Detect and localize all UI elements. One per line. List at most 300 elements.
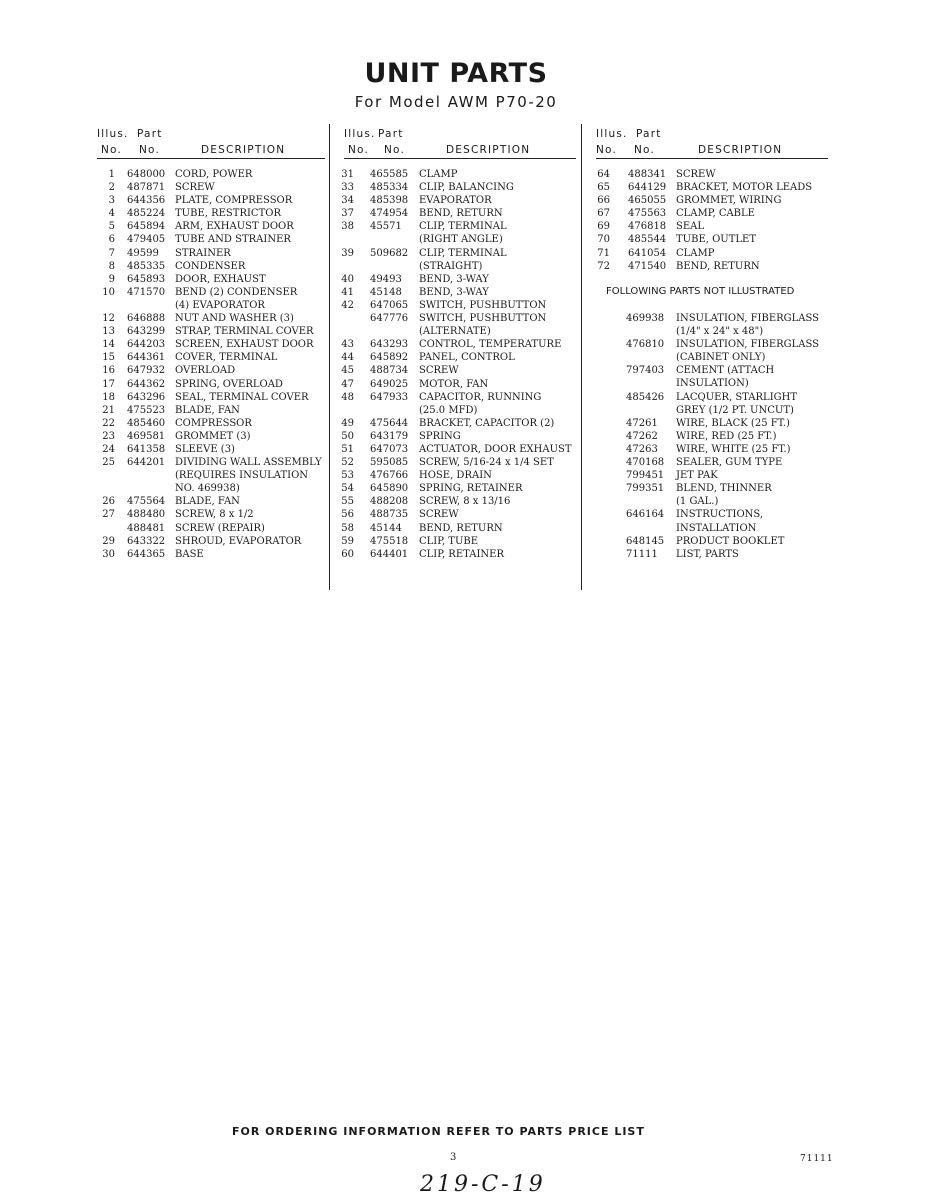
part-description: LIST, PARTS [676,548,739,560]
illus-number: 10 [102,286,115,298]
part-description: LACQUER, STARLIGHT [676,391,798,403]
illus-number: 3 [108,195,115,207]
part-number: 644129 [628,182,667,194]
part-number: 488208 [370,496,409,508]
part-number: 488480 [127,509,166,521]
header-illus: Illus. [344,128,376,140]
illus-number: 60 [341,548,354,560]
illus-number: 40 [341,273,354,285]
part-row [97,469,325,482]
part-number: 643299 [127,326,166,338]
parts-column-2 [341,126,576,561]
part-description: SLEEVE (3) [175,443,235,455]
illus-number: 34 [341,195,354,207]
part-row [344,312,576,325]
part-number: 485398 [370,195,409,207]
part-description: WIRE, BLACK (25 FT.) [676,417,790,429]
part-description: (25.0 MFD) [419,404,478,416]
part-description: ACTUATOR, DOOR EXHAUST [419,443,572,455]
part-row [341,522,576,535]
part-row [341,430,576,443]
illus-number: 41 [341,286,354,298]
part-description: SHROUD, EVAPORATOR [175,535,302,547]
part-row [97,522,325,535]
part-number: 643322 [127,535,166,547]
part-description: INSULATION, FIBERGLASS [676,339,820,351]
part-row [596,430,828,443]
document-code: 71111 [800,1154,834,1164]
illus-number: 39 [341,247,354,259]
part-number: 646888 [127,313,166,325]
part-row [97,247,325,260]
part-description: BLADE, FAN [175,404,240,416]
part-row [341,351,576,364]
part-number: 648145 [626,535,665,547]
part-description: SWITCH, PUSHBUTTON [419,299,547,311]
part-row [97,273,325,286]
header-description: DESCRIPTION [446,144,531,156]
part-row [97,220,325,233]
part-number: 45571 [370,221,402,233]
part-description: SPRING [419,430,461,442]
part-description: SCREW, 8 x 1/2 [175,509,254,521]
illus-number: 47 [341,378,354,390]
illus-number: 7 [108,247,115,259]
part-number: 488341 [628,169,667,180]
header-part: Part [636,128,662,140]
header-illus: Illus. [97,128,129,140]
part-number: 509682 [370,247,409,259]
part-row [341,443,576,456]
illus-number: 5 [108,221,115,233]
part-description: JET PAK [676,470,718,482]
part-row [341,417,576,430]
part-row [97,482,325,495]
part-row [596,351,828,364]
part-description: (4) EVAPORATOR [175,299,265,311]
part-number: 465055 [628,195,667,207]
part-number: 465585 [370,169,409,180]
part-description: BASE [175,548,204,560]
header-no: No. [384,144,406,156]
part-description: GROMMET, WIRING [676,195,782,207]
part-description: (CABINET ONLY) [676,352,766,364]
part-row [341,286,576,299]
part-number: 645892 [370,352,409,364]
part-number: 595085 [370,457,409,469]
part-number: 645893 [127,273,166,285]
illus-number: 17 [102,378,115,390]
part-row [596,535,828,548]
part-number: 475644 [370,417,409,429]
part-description: TUBE, OUTLET [676,234,757,246]
part-row [341,548,576,561]
part-description: CAPACITOR, RUNNING [419,391,542,403]
page-subtitle: For Model AWM P70-20 [354,93,558,111]
part-row [596,338,828,351]
part-description: SEAL [676,221,705,233]
part-number: 643296 [127,391,166,403]
part-row [97,430,325,443]
part-description: CONTROL, TEMPERATURE [419,339,562,351]
part-description: TUBE AND STRAINER [175,234,291,246]
part-description: CLAMP [419,169,458,180]
part-number: 475518 [370,535,409,547]
part-row [596,495,828,508]
part-description: INSULATION, FIBERGLASS [676,313,820,324]
part-description: SCREEN, EXHAUST DOOR [175,339,314,351]
part-description: MOTOR, FAN [419,378,489,390]
part-number: 647065 [370,299,409,311]
illus-number: 23 [102,430,115,442]
part-number: 45148 [370,286,402,298]
column-header [97,126,325,159]
not-illustrated-list [596,312,828,561]
part-description: INSULATION) [676,378,749,390]
part-description: GREY (1/2 PT. UNCUT) [676,404,794,416]
part-row [344,260,576,273]
illus-number: 71 [597,247,610,259]
part-number: 648000 [127,169,166,180]
part-number: 488735 [370,509,409,521]
part-number: 485334 [370,182,409,194]
part-row [97,404,325,417]
part-row [596,168,828,181]
part-number: 647776 [370,313,409,325]
part-description: TUBE, RESTRICTOR [175,208,281,220]
part-row [596,260,828,273]
part-row [341,469,576,482]
part-description: WIRE, RED (25 FT.) [676,430,777,442]
part-row [596,443,828,456]
header-part: Part [378,128,404,140]
part-description: (1/4" x 24" x 48") [676,326,764,338]
part-number: 647932 [127,365,166,377]
illus-number: 53 [341,470,354,482]
part-row [341,299,576,312]
part-description: GROMMET (3) [175,430,251,442]
part-number: 644203 [127,339,166,351]
part-number: 646164 [626,509,665,521]
illus-number: 50 [341,430,354,442]
part-row [596,548,828,561]
part-number: 475564 [127,496,166,508]
part-description: (REQUIRES INSULATION [175,470,309,482]
parts-list [596,168,828,273]
part-row [596,391,828,404]
header-no: No. [348,144,370,156]
part-row [341,207,576,220]
part-row [344,233,576,246]
part-number: 488481 [127,522,166,534]
part-number: 644401 [370,548,409,560]
illus-number: 66 [597,195,610,207]
illus-number: 18 [102,391,115,403]
illus-number: 54 [341,483,354,495]
illus-number: 24 [102,443,115,455]
part-description: CONDENSER [175,260,246,272]
part-description: INSTALLATION [676,522,757,534]
illus-number: 51 [341,443,354,455]
part-row [97,168,325,181]
part-number: 487871 [127,182,166,194]
illus-number: 30 [102,548,115,560]
not-illustrated-heading: FOLLOWING PARTS NOT ILLUSTRATED [606,286,795,297]
part-description: CLAMP, CABLE [676,208,755,220]
part-number: 643179 [370,430,409,442]
part-number: 488734 [370,365,409,377]
part-description: DIVIDING WALL ASSEMBLY [175,457,322,469]
part-row [596,220,828,233]
part-description: BEND, 3-WAY [419,273,489,285]
part-row [344,325,576,338]
illus-number: 44 [341,352,354,364]
part-row [341,364,576,377]
illus-number: 38 [341,221,354,233]
part-row [341,535,576,548]
part-row [596,417,828,430]
part-description: PLATE, COMPRESSOR [175,195,293,207]
part-description: SCREW [175,182,215,194]
part-row [596,482,828,495]
part-description: BEND, RETURN [676,260,760,272]
column-divider [329,124,330,590]
part-row [341,220,576,233]
part-number: 644356 [127,195,166,207]
part-description: BEND, RETURN [419,208,503,220]
part-row [341,495,576,508]
ordering-footer: FOR ORDERING INFORMATION REFER TO PARTS PRICE LIST [232,1125,645,1138]
part-row [97,417,325,430]
part-number: 644201 [127,457,166,469]
part-row [97,338,325,351]
part-number: 644361 [127,352,166,364]
part-number: 47263 [626,443,658,455]
page-number: 3 [450,1152,457,1163]
parts-list [341,168,576,561]
part-number: 475523 [127,404,166,416]
part-number: 47262 [626,430,658,442]
part-number: 71111 [626,548,658,560]
part-number: 644362 [127,378,166,390]
column-header [344,126,576,159]
part-row [97,207,325,220]
part-row [97,535,325,548]
illus-number: 69 [597,221,610,233]
part-row [596,364,828,377]
part-row [97,378,325,391]
illus-number: 64 [597,169,610,180]
part-number: 799351 [626,483,665,495]
illus-number: 55 [341,496,354,508]
part-description: CORD, POWER [175,169,253,180]
part-number: 647933 [370,391,409,403]
part-description: SPRING, OVERLOAD [175,378,283,390]
illus-number: 33 [341,182,354,194]
part-description: SCREW, 5/16-24 x 1/4 SET [419,457,554,469]
part-description: SEALER, GUM TYPE [676,457,783,469]
part-description: SPRING, RETAINER [419,483,523,495]
part-row [596,404,828,417]
header-description: DESCRIPTION [698,144,783,156]
part-row [341,508,576,521]
part-number: 45144 [370,522,402,534]
page-title: UNIT PARTS [364,58,548,89]
part-row [97,495,325,508]
header-no: No. [634,144,656,156]
header-no: No. [596,144,618,156]
part-number: 469581 [127,430,166,442]
parts-column-3 [596,126,828,560]
part-number: 469938 [626,313,665,324]
part-description: PANEL, CONTROL [419,352,515,364]
part-row [97,351,325,364]
part-description: SCREW (REPAIR) [175,522,265,534]
part-description: (RIGHT ANGLE) [419,234,503,246]
illus-number: 21 [102,404,115,416]
part-number: 471570 [127,286,166,298]
part-row [97,364,325,377]
part-number: 641358 [127,443,166,455]
part-row [97,299,325,312]
part-number: 474954 [370,208,409,220]
illus-number: 12 [102,313,115,325]
part-number: 797403 [626,365,665,377]
part-description: BLEND, THINNER [676,483,772,495]
part-description: SCREW [419,365,459,377]
part-description: WIRE, WHITE (25 FT.) [676,443,791,455]
illus-number: 49 [341,417,354,429]
illus-number: 31 [341,169,354,180]
part-row [596,233,828,246]
part-row [596,194,828,207]
part-row [596,325,828,338]
part-number: 799451 [626,470,665,482]
illus-number: 22 [102,417,115,429]
part-description: BRACKET, CAPACITOR (2) [419,417,555,429]
part-row [97,508,325,521]
part-number: 49493 [370,273,402,285]
part-description: SCREW, 8 x 13/16 [419,496,511,508]
part-description: CLIP, RETAINER [419,548,505,560]
part-row [341,456,576,469]
part-description: COMPRESSOR [175,417,252,429]
illus-number: 26 [102,496,115,508]
part-description: BEND, RETURN [419,522,503,534]
header-part: Part [137,128,163,140]
part-description: SWITCH, PUSHBUTTON [419,313,547,325]
part-row [596,469,828,482]
illus-number: 4 [108,208,115,220]
part-number: 641054 [628,247,667,259]
part-description: STRAP, TERMINAL COVER [175,326,314,338]
part-number: 476818 [628,221,667,233]
part-row [97,194,325,207]
part-number: 476810 [626,339,665,351]
part-row [341,247,576,260]
illus-number: 15 [102,352,115,364]
part-number: 470168 [626,457,665,469]
header-no: No. [101,144,123,156]
part-row [97,456,325,469]
illus-number: 6 [108,234,115,246]
part-description: HOSE, DRAIN [419,470,492,482]
illus-number: 9 [108,273,115,285]
illus-number: 52 [341,457,354,469]
part-description: CLIP, TERMINAL [419,221,507,233]
illus-number: 45 [341,365,354,377]
illus-number: 37 [341,208,354,220]
illus-number: 65 [597,182,610,194]
part-row [97,443,325,456]
part-row [596,522,828,535]
part-number: 647073 [370,443,409,455]
illus-number: 1 [108,169,115,180]
illus-number: 58 [341,522,354,534]
part-row [341,338,576,351]
part-row [97,312,325,325]
illus-number: 16 [102,365,115,377]
illus-number: 72 [597,260,610,272]
part-description: ARM, EXHAUST DOOR [175,221,294,233]
parts-list [97,168,325,561]
part-row [97,260,325,273]
part-description: DOOR, EXHAUST [175,273,266,285]
illus-number: 2 [108,182,115,194]
part-row [596,207,828,220]
illus-number: 67 [597,208,610,220]
illus-number: 59 [341,535,354,547]
part-number: 485335 [127,260,166,272]
part-description: CLIP, TUBE [419,535,479,547]
part-description: SCREW [419,509,459,521]
illus-number: 43 [341,339,354,351]
part-description: (1 GAL.) [676,496,719,508]
part-description: NUT AND WASHER (3) [175,313,294,325]
part-number: 485544 [628,234,667,246]
part-row [596,312,828,325]
part-description: BEND, 3-WAY [419,286,489,298]
illus-number: 70 [597,234,610,246]
part-row [97,181,325,194]
illus-number: 8 [108,260,115,272]
part-description: COVER, TERMINAL [175,352,278,364]
header-description: DESCRIPTION [201,144,286,156]
part-description: (ALTERNATE) [419,326,491,338]
part-row [596,508,828,521]
column-divider [581,124,582,590]
part-description: CLIP, TERMINAL [419,247,507,259]
part-row [341,482,576,495]
part-number: 485224 [127,208,166,220]
illus-number: 48 [341,391,354,403]
parts-column-1 [97,126,325,561]
part-description: BRACKET, MOTOR LEADS [676,182,813,194]
part-number: 47261 [626,417,658,429]
part-row [341,378,576,391]
illus-number: 25 [102,457,115,469]
part-row [596,456,828,469]
illus-number: 42 [341,299,354,311]
part-row [97,548,325,561]
part-description: CLAMP [676,247,715,259]
part-number: 644365 [127,548,166,560]
part-description: BEND (2) CONDENSER [175,286,298,298]
part-row [97,391,325,404]
part-row [596,247,828,260]
part-number: 645890 [370,483,409,495]
header-illus: Illus. [596,128,628,140]
